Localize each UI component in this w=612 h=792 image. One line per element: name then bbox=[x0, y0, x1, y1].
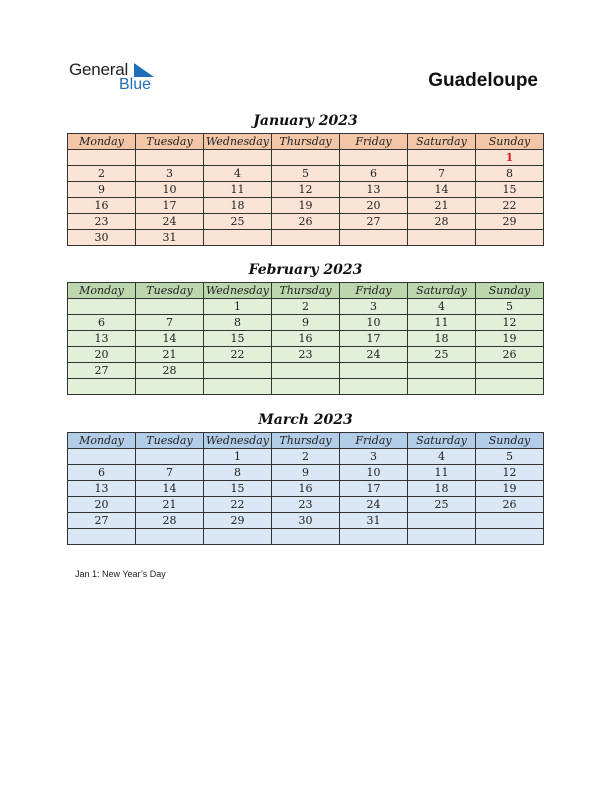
calendar-day-cell: 1 bbox=[204, 299, 272, 315]
weekday-header: Wednesday bbox=[204, 134, 272, 150]
weekday-header: Thursday bbox=[272, 134, 340, 150]
calendar-week-row bbox=[68, 198, 544, 214]
calendar-day-cell: 7 bbox=[408, 166, 476, 182]
calendar-day-cell: 8 bbox=[204, 315, 272, 331]
calendar-day-cell: 17 bbox=[340, 331, 408, 347]
calendar-day-cell: 20 bbox=[68, 497, 136, 513]
calendar-empty-cell bbox=[408, 513, 476, 529]
calendar-week-row bbox=[68, 497, 544, 513]
calendar-empty-cell bbox=[204, 363, 272, 379]
weekday-header-row bbox=[68, 433, 544, 449]
calendar-day-cell: 4 bbox=[408, 299, 476, 315]
calendar-february bbox=[67, 282, 544, 395]
calendar-empty-cell bbox=[340, 230, 408, 246]
calendar-day-cell: 10 bbox=[340, 315, 408, 331]
calendar-day-cell: 12 bbox=[476, 315, 544, 331]
weekday-header: Friday bbox=[340, 283, 408, 299]
calendar-day-cell: 26 bbox=[272, 214, 340, 230]
calendar-day-cell: 5 bbox=[272, 166, 340, 182]
calendar-day-cell: 12 bbox=[476, 465, 544, 481]
logo bbox=[69, 60, 169, 96]
calendar-empty-cell bbox=[476, 230, 544, 246]
weekday-header-row bbox=[68, 283, 544, 299]
weekday-header: Sunday bbox=[476, 433, 544, 449]
weekday-header: Monday bbox=[68, 433, 136, 449]
calendar-empty-cell bbox=[204, 529, 272, 545]
calendar-day-cell: 16 bbox=[272, 481, 340, 497]
calendar-empty-cell bbox=[136, 150, 204, 166]
calendar-empty-cell bbox=[136, 379, 204, 395]
weekday-header: Monday bbox=[68, 134, 136, 150]
calendar-day-cell: 24 bbox=[340, 497, 408, 513]
calendar-day-cell: 29 bbox=[204, 513, 272, 529]
calendar-body bbox=[68, 449, 544, 545]
calendar-day-cell: 6 bbox=[68, 465, 136, 481]
calendar-empty-cell bbox=[68, 529, 136, 545]
calendar-day-cell: 1 bbox=[204, 449, 272, 465]
calendar-january bbox=[67, 133, 544, 246]
calendar-week-row bbox=[68, 299, 544, 315]
calendar-day-cell: 6 bbox=[340, 166, 408, 182]
calendar-week-row bbox=[68, 230, 544, 246]
calendar-empty-cell bbox=[476, 363, 544, 379]
calendar-day-cell: 28 bbox=[136, 513, 204, 529]
calendar-day-cell: 14 bbox=[408, 182, 476, 198]
weekday-header: Tuesday bbox=[136, 283, 204, 299]
calendar-empty-cell bbox=[476, 379, 544, 395]
calendar-week-row bbox=[68, 150, 544, 166]
calendar-day-cell: 20 bbox=[68, 347, 136, 363]
calendar-empty-cell bbox=[68, 150, 136, 166]
logo-text-blue: Blue bbox=[119, 76, 152, 93]
calendar-empty-cell bbox=[272, 363, 340, 379]
calendar-day-cell: 12 bbox=[272, 182, 340, 198]
calendar-empty-cell bbox=[272, 529, 340, 545]
calendar-day-cell: 22 bbox=[476, 198, 544, 214]
weekday-header: Thursday bbox=[272, 433, 340, 449]
calendar-day-cell: 11 bbox=[408, 465, 476, 481]
calendar-day-cell: 10 bbox=[340, 465, 408, 481]
calendar-day-cell: 13 bbox=[68, 481, 136, 497]
calendar-day-cell: 8 bbox=[476, 166, 544, 182]
calendar-day-cell: 31 bbox=[340, 513, 408, 529]
calendar-day-cell: 17 bbox=[340, 481, 408, 497]
weekday-header: Thursday bbox=[272, 283, 340, 299]
calendar-day-cell: 28 bbox=[408, 214, 476, 230]
calendar-empty-cell bbox=[136, 299, 204, 315]
calendar-empty-cell bbox=[340, 363, 408, 379]
calendar-day-cell: 19 bbox=[272, 198, 340, 214]
calendar-day-cell: 27 bbox=[68, 513, 136, 529]
calendar-day-cell: 7 bbox=[136, 315, 204, 331]
calendar-day-cell: 9 bbox=[68, 182, 136, 198]
calendar-day-cell: 24 bbox=[340, 347, 408, 363]
calendar-day-cell: 2 bbox=[272, 299, 340, 315]
calendar-day-cell: 9 bbox=[272, 465, 340, 481]
calendar-day-cell: 4 bbox=[204, 166, 272, 182]
calendar-week-row bbox=[68, 315, 544, 331]
calendar-day-cell: 21 bbox=[136, 347, 204, 363]
calendar-day-cell: 2 bbox=[68, 166, 136, 182]
calendar-empty-cell bbox=[204, 230, 272, 246]
calendar-day-cell: 29 bbox=[476, 214, 544, 230]
calendar-day-cell: 25 bbox=[408, 497, 476, 513]
calendar-day-cell: 17 bbox=[136, 198, 204, 214]
calendar-day-cell: 21 bbox=[408, 198, 476, 214]
calendar-empty-cell bbox=[408, 230, 476, 246]
calendar-day-cell: 7 bbox=[136, 465, 204, 481]
calendar-day-cell: 26 bbox=[476, 347, 544, 363]
calendar-empty-cell bbox=[68, 299, 136, 315]
calendar-empty-cell bbox=[340, 529, 408, 545]
calendar-week-row bbox=[68, 529, 544, 545]
calendar-day-cell: 24 bbox=[136, 214, 204, 230]
weekday-header: Friday bbox=[340, 433, 408, 449]
weekday-header: Sunday bbox=[476, 134, 544, 150]
weekday-header: Sunday bbox=[476, 283, 544, 299]
calendar-day-cell: 23 bbox=[68, 214, 136, 230]
calendar-day-cell: 18 bbox=[408, 481, 476, 497]
calendar-day-cell: 9 bbox=[272, 315, 340, 331]
weekday-header: Saturday bbox=[408, 283, 476, 299]
calendar-body bbox=[68, 150, 544, 246]
calendar-week-row bbox=[68, 166, 544, 182]
weekday-header: Tuesday bbox=[136, 433, 204, 449]
calendar-day-cell: 31 bbox=[136, 230, 204, 246]
calendar-empty-cell bbox=[272, 230, 340, 246]
weekday-header: Wednesday bbox=[204, 283, 272, 299]
calendar-empty-cell bbox=[272, 379, 340, 395]
calendar-day-cell: 28 bbox=[136, 363, 204, 379]
calendar-day-cell: 25 bbox=[408, 347, 476, 363]
calendar-day-cell: 18 bbox=[204, 198, 272, 214]
calendar-empty-cell bbox=[136, 449, 204, 465]
calendar-body bbox=[68, 299, 544, 395]
logo-text-general: General bbox=[69, 60, 129, 79]
country-title: Guadeloupe bbox=[428, 70, 538, 91]
calendar-week-row bbox=[68, 481, 544, 497]
calendar-empty-cell bbox=[408, 529, 476, 545]
weekday-header: Saturday bbox=[408, 134, 476, 150]
logo-triangle-icon bbox=[134, 63, 154, 77]
month-title-january: January 2023 bbox=[253, 113, 358, 129]
calendar-empty-cell bbox=[476, 513, 544, 529]
calendar-day-cell: 6 bbox=[68, 315, 136, 331]
calendar-day-cell: 2 bbox=[272, 449, 340, 465]
calendar-week-row bbox=[68, 214, 544, 230]
calendar-day-cell: 15 bbox=[204, 331, 272, 347]
calendar-day-cell: 3 bbox=[136, 166, 204, 182]
calendar-day-cell: 5 bbox=[476, 299, 544, 315]
calendar-empty-cell bbox=[68, 379, 136, 395]
calendar-day-cell: 15 bbox=[204, 481, 272, 497]
calendar-week-row bbox=[68, 379, 544, 395]
month-title-march: March 2023 bbox=[258, 412, 353, 428]
calendar-empty-cell bbox=[340, 379, 408, 395]
weekday-header: Friday bbox=[340, 134, 408, 150]
calendar-day-cell: 10 bbox=[136, 182, 204, 198]
calendar-day-cell: 5 bbox=[476, 449, 544, 465]
calendar-day-cell: 27 bbox=[68, 363, 136, 379]
calendar-day-cell: 18 bbox=[408, 331, 476, 347]
calendar-day-cell: 22 bbox=[204, 347, 272, 363]
calendar-day-cell: 26 bbox=[476, 497, 544, 513]
calendar-day-cell: 14 bbox=[136, 331, 204, 347]
calendar-day-cell: 25 bbox=[204, 214, 272, 230]
calendar-empty-cell bbox=[204, 150, 272, 166]
calendar-day-cell: 3 bbox=[340, 299, 408, 315]
calendar-march bbox=[67, 432, 544, 545]
calendar-day-cell: 16 bbox=[68, 198, 136, 214]
calendar-day-cell: 4 bbox=[408, 449, 476, 465]
weekday-header: Wednesday bbox=[204, 433, 272, 449]
calendar-week-row bbox=[68, 363, 544, 379]
weekday-header-row bbox=[68, 134, 544, 150]
calendar-empty-cell bbox=[204, 379, 272, 395]
calendar-day-cell: 21 bbox=[136, 497, 204, 513]
calendar-day-cell: 11 bbox=[408, 315, 476, 331]
weekday-header: Tuesday bbox=[136, 134, 204, 150]
calendar-day-cell: 13 bbox=[340, 182, 408, 198]
calendar-day-cell: 11 bbox=[204, 182, 272, 198]
calendar-day-cell: 14 bbox=[136, 481, 204, 497]
calendar-day-cell: 16 bbox=[272, 331, 340, 347]
calendar-empty-cell bbox=[408, 150, 476, 166]
weekday-header: Saturday bbox=[408, 433, 476, 449]
calendar-week-row bbox=[68, 449, 544, 465]
calendar-empty-cell bbox=[136, 529, 204, 545]
calendar-week-row bbox=[68, 513, 544, 529]
calendar-empty-cell bbox=[272, 150, 340, 166]
calendar-day-cell: 15 bbox=[476, 182, 544, 198]
holiday-notes bbox=[75, 569, 166, 579]
calendar-day-cell: 22 bbox=[204, 497, 272, 513]
calendar-day-cell: 30 bbox=[272, 513, 340, 529]
calendar-day-cell: 23 bbox=[272, 497, 340, 513]
calendar-empty-cell bbox=[408, 363, 476, 379]
calendar-empty-cell bbox=[340, 150, 408, 166]
month-title-february: February 2023 bbox=[248, 262, 363, 278]
calendar-empty-cell bbox=[68, 449, 136, 465]
calendar-day-cell: 30 bbox=[68, 230, 136, 246]
calendar-day-cell: 19 bbox=[476, 331, 544, 347]
calendar-day-cell: 20 bbox=[340, 198, 408, 214]
calendar-day-cell: 27 bbox=[340, 214, 408, 230]
calendar-day-cell: 8 bbox=[204, 465, 272, 481]
calendar-week-row bbox=[68, 182, 544, 198]
calendar-week-row bbox=[68, 331, 544, 347]
calendar-day-cell: 19 bbox=[476, 481, 544, 497]
calendar-week-row bbox=[68, 465, 544, 481]
calendar-holiday-cell: 1 bbox=[476, 150, 544, 166]
calendar-week-row bbox=[68, 347, 544, 363]
calendar-day-cell: 23 bbox=[272, 347, 340, 363]
calendar-day-cell: 13 bbox=[68, 331, 136, 347]
holiday-note: Jan 1: New Year’s Day bbox=[75, 569, 166, 579]
calendar-day-cell: 3 bbox=[340, 449, 408, 465]
calendar-empty-cell bbox=[408, 379, 476, 395]
calendar-empty-cell bbox=[476, 529, 544, 545]
weekday-header: Monday bbox=[68, 283, 136, 299]
